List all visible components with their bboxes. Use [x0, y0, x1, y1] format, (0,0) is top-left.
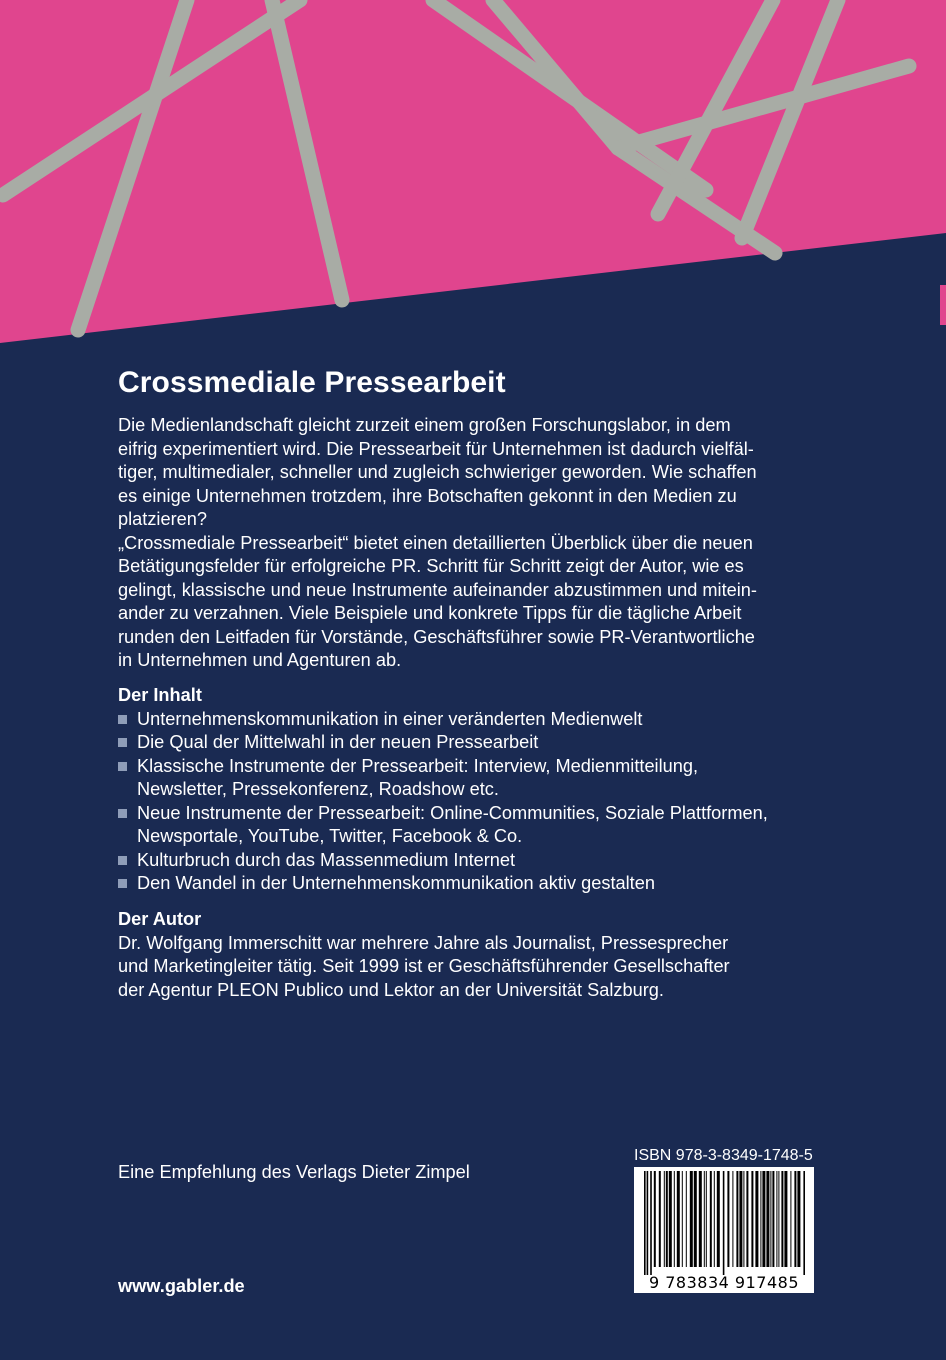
barcode-bar [784, 1171, 787, 1267]
list-item: Neue Instrumente der Pressearbeit: Online-Communities, Soziale Plattformen, Newsportale, YouTube, Twitter, Facebook & Co. [118, 802, 818, 849]
barcode-bar [727, 1171, 729, 1267]
list-item: Klassische Instrumente der Pressearbeit: Interview, Medienmitteilung, Newsletter, Pressekonferenz, Roadshow etc. [118, 755, 818, 802]
list-item: Kulturbruch durch das Massenmedium Internet [118, 849, 818, 873]
barcode-bar [751, 1171, 753, 1267]
barcode-bar [644, 1171, 646, 1275]
bullet-square-icon [118, 879, 127, 888]
contents-list [118, 708, 818, 896]
barcode-bar [790, 1171, 791, 1267]
barcode-bar [706, 1171, 707, 1267]
barcode-bar [677, 1171, 680, 1267]
author-section [118, 908, 818, 1002]
intro-line: Die Medienlandschaft gleicht zurzeit einem großen Forschungslabor, in dem [118, 415, 731, 435]
list-item: Den Wandel in der Unternehmenskommunikation aktiv gestalten [118, 872, 818, 896]
barcode-bar [666, 1171, 668, 1267]
isbn-barcode [634, 1167, 814, 1293]
barcode-bar [699, 1171, 702, 1267]
author-line: der Agentur PLEON Publico und Lektor an der Universität Salzburg. [118, 979, 664, 1000]
intro-line: runden den Leitfaden für Vorstände, Geschäftsführer sowie PR-Verantwortliche [118, 626, 755, 647]
barcode-bar [717, 1171, 720, 1267]
barcode-bar [674, 1171, 675, 1267]
intro-line: es einige Unternehmen trotzdem, ihre Botschaften gekonnt in den Medien zu [118, 485, 737, 506]
barcode-bar [746, 1171, 748, 1267]
barcode-bar [755, 1171, 758, 1267]
publisher-website-link[interactable]: www.gabler.de [118, 1276, 245, 1296]
bullet-square-icon [118, 856, 127, 865]
barcode-bar [659, 1171, 661, 1267]
publisher-recommendation: Eine Empfehlung des Verlags Dieter Zimpel [118, 1162, 470, 1182]
barcode-bar [710, 1171, 712, 1267]
author-line: und Marketingleiter tätig. Seit 1999 ist er Geschäftsführender Gesellschafter [118, 956, 730, 976]
barcode-bar [778, 1171, 779, 1267]
barcode-bar [647, 1171, 649, 1275]
barcode-bar [669, 1171, 672, 1267]
author-heading: Der Autor [118, 909, 202, 929]
barcode-bar [781, 1171, 783, 1267]
barcode-bar [736, 1171, 738, 1267]
intro-line: Betätigungsfelder für erfolgreiche PR. Schritt für Schritt zeigt der Autor, wie es [118, 556, 744, 576]
pink-banner [0, 0, 946, 343]
barcode-bar [794, 1171, 796, 1267]
barcode-bar [743, 1171, 744, 1267]
barcode-bar [803, 1171, 805, 1275]
barcode-bar [770, 1171, 771, 1267]
barcode-bar [762, 1171, 765, 1267]
contents-heading: Der Inhalt [118, 685, 202, 705]
intro-line: tiger, multimedialer, schneller und zugleich schwieriger geworden. Wie schaffen [118, 462, 757, 482]
barcode-bar [732, 1171, 733, 1267]
intro-line: ander zu verzahnen. Viele Beispiele und konkrete Tipps für die tägliche Arbeit [118, 603, 742, 623]
bullet-square-icon [118, 715, 127, 724]
barcode-bar [772, 1171, 774, 1267]
bullet-square-icon [118, 738, 127, 747]
barcode-bar [686, 1171, 687, 1267]
book-title: Crossmediale Pressearbeit [118, 366, 506, 399]
intro-line: platzieren? [118, 509, 207, 529]
barcode-bar [694, 1171, 697, 1267]
barcode-digits: 9 783834 917485 [648, 1273, 799, 1292]
list-item: Unternehmenskommunikation in einer veränderten Medienwelt [118, 708, 818, 732]
barcode-bar [704, 1171, 705, 1267]
edge-marker [940, 285, 946, 325]
barcode-bar [650, 1171, 652, 1275]
bullet-square-icon [118, 762, 127, 771]
barcode-bar [760, 1171, 761, 1267]
bullet-square-icon [118, 809, 127, 818]
isbn-label: ISBN 978-3-8349-1748-5 [634, 1147, 813, 1164]
intro-line: in Unternehmen und Agenturen ab. [118, 650, 402, 670]
barcode-bar [739, 1171, 742, 1267]
barcode-bar [654, 1171, 656, 1267]
intro-line: gelingt, klassische und neue Instrumente aufeinander abzustimmen und mitein- [118, 579, 757, 600]
intro-text [118, 414, 818, 673]
barcode-bar [766, 1171, 769, 1267]
barcode-bar [776, 1171, 777, 1267]
barcode-bar [682, 1171, 683, 1267]
barcode-bar [664, 1171, 665, 1267]
intro-line: eifrig experimentiert wird. Die Pressearbeit für Unternehmen ist dadurch vielfäl- [118, 438, 754, 459]
list-item: Die Qual der Mittelwahl in der neuen Pressearbeit [118, 731, 818, 755]
intro-line: „Crossmediale Pressearbeit“ bietet einen detaillierten Überblick über die neuen [118, 532, 753, 553]
barcode-bar [714, 1171, 715, 1267]
barcode-bar [690, 1171, 693, 1267]
author-line: Dr. Wolfgang Immerschitt war mehrere Jahre als Journalist, Pressesprecher [118, 932, 729, 953]
barcode-bar [797, 1171, 800, 1267]
barcode-bar [723, 1171, 725, 1275]
contents-section [118, 684, 818, 896]
